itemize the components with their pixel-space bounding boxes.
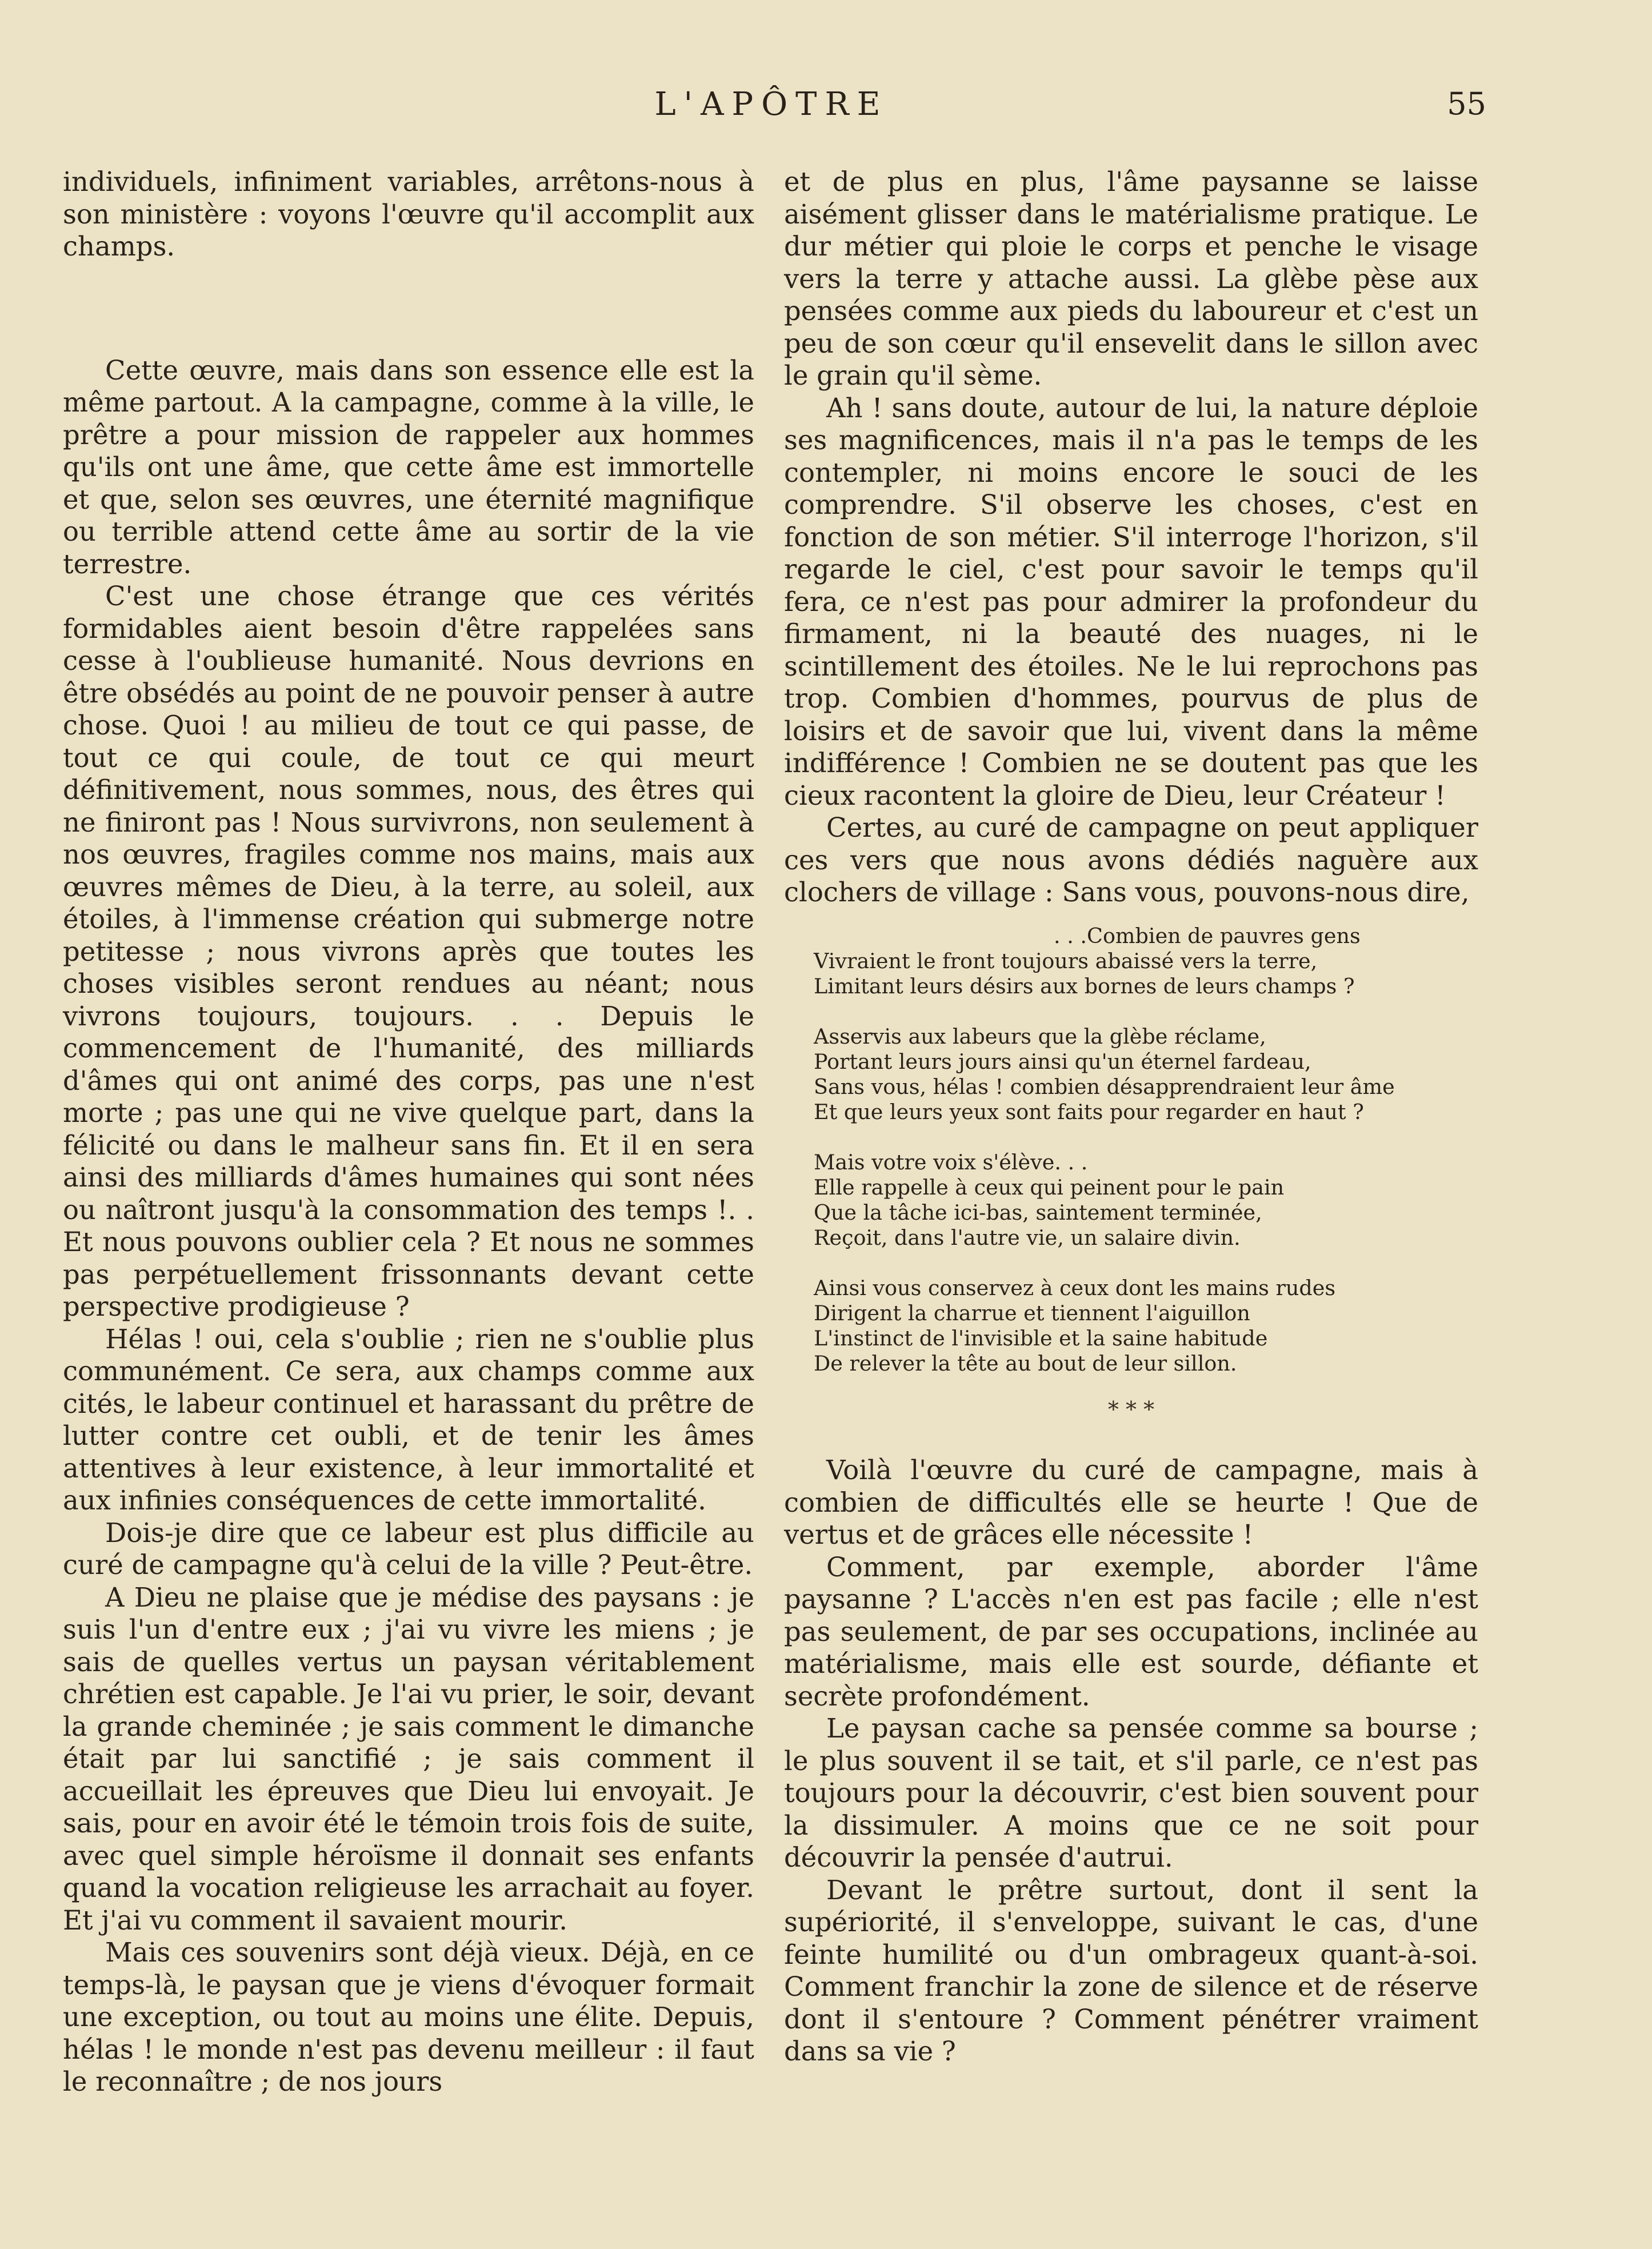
paragraph: Cette œuvre, mais dans son essence elle est la même partout. A la campagne, comme à la ville, le prêtre a pour mission de rappeler aux hommes qu'ils ont une âme, que cette âme est immortelle et que, selon ses œuvres, une éternité magnifique ou terrible attend cette âme au sortir de la vie terrestre. [63,354,754,580]
verse-line: Ainsi vous conservez à ceux dont les mains rudes [814,1275,1336,1300]
page-number: 55 [1447,86,1486,122]
verse-line: Vivraient le front toujours abaissé vers la terre, [814,948,1318,973]
verse-line: Asservis aux labeurs que la glèbe réclame, [814,1024,1266,1049]
paragraph: Devant le prêtre surtout, dont il sent la supériorité, il s'enveloppe, suivant le cas, d'une feinte humilité ou d'un ombrageux quant-à-soi. Comment franchir la zone de silence et de réserve dont il s'entoure ? Comment pénétrer vraiment dans sa vie ? [784,1874,1478,2067]
verse-line: Dirigent la charrue et tiennent l'aiguillon [814,1300,1250,1325]
poem-stanza [814,1276,1454,1376]
paragraph: Ah ! sans doute, autour de lui, la nature déploie ses magnificences, mais il n'a pas le temps de les contempler, ni moins encore le souci de les comprendre. S'il observe les choses, c'est en fonction de son métier. S'il interroge l'horizon, s'il regarde le ciel, c'est pour savoir le temps qu'il fera, ce n'est pas pour admirer la profondeur du firmament, ni la beauté des nuages, ni le scintillement des étoiles. Ne le lui reprochons pas trop. Combien d'hommes, pourvus de plus de loisirs et de savoir que lui, vivent dans la même indifférence ! Combien ne se doutent pas que les cieux racontent la gloire de Dieu, leur Créateur ! [784,392,1478,811]
paragraph: C'est une chose étrange que ces vérités formidables aient besoin d'être rappelées sans cesse à l'oublieuse humanité. Nous devrions en être obsédés au point de ne pouvoir penser à autre chose. Quoi ! au milieu de tout ce qui passe, de tout ce qui coule, de tout ce qui meurt définitivement, nous sommes, nous, des êtres qui ne finiront pas ! Nous survivrons, non seulement à nos œuvres, fragiles comme nos mains, mais aux œuvres mêmes de Dieu, à la terre, au soleil, aux étoiles, à l'immense création qui submerge notre petitesse ; nous vivrons après que toutes les choses visibles seront rendues au néant; nous vivrons toujours, toujours. . . Depuis le commencement de l'humanité, des milliards d'âmes qui ont animé des corps, pas une n'est morte ; pas une qui ne vive quelque part, dans la félicité ou dans le malheur sans fin. Et il en sera ainsi des milliards d'âmes humaines qui sont nées ou naîtront jusqu'à la consommation des temps !. . Et nous pouvons oublier cela ? Et nous ne sommes pas perpétuellement frissonnants devant cette perspective prodigieuse ? [63,581,754,1322]
paragraph: A Dieu ne plaise que je médise des paysans : je suis l'un d'entre eux ; j'ai vu vivre les miens ; je sais de quelles vertus un paysan véritablement chrétien est capable. Je l'ai vu prier, le soir, devant la grande cheminée ; je sais comment le dimanche était par lui sanctifié ; je sais comment il accueillait les épreuves que Dieu lui envoyait. Je sais, pour en avoir été le témoin trois fois de suite, avec quel simple héroïsme il donnait ses enfants quand la vocation religieuse les arrachait au foyer. Et j'ai vu comment il savaient mourir. [63,1581,754,1936]
section-separator: * * * [1107,1396,1155,1422]
verse-line: . . .Combien de pauvres gens [1054,923,1361,948]
paragraph: Dois-je dire que ce labeur est plus difficile au curé de campagne qu'à celui de la ville ? Peut-être. [63,1517,754,1580]
verse-line: Que la tâche ici-bas, saintement terminée, [814,1200,1262,1225]
paragraph: individuels, infiniment variables, arrêtons-nous à son ministère : voyons l'œuvre qu'il accomplit aux champs. [63,166,754,262]
section-break [63,263,754,354]
poem-stanza [814,924,1454,999]
verse-line: De relever la tête au bout de leur sillon. [814,1351,1237,1376]
page-header [0,86,1652,137]
left-column [63,166,754,2098]
poem-stanza [814,1150,1454,1251]
verse-line: Et que leurs yeux sont faits pour regarder en haut ? [814,1099,1364,1124]
paragraph: Comment, par exemple, aborder l'âme paysanne ? L'accès n'en est pas facile ; elle n'est pas seulement, de par ses occupations, inclinée au matérialisme, mais elle est sourde, défiante et secrète profondément. [784,1551,1478,1712]
poem [814,924,1454,1376]
verse-line: Reçoit, dans l'autre vie, un salaire divin. [814,1225,1241,1250]
verse-line: Sans vous, hélas ! combien désapprendraient leur âme [814,1074,1395,1099]
verse-line: Elle rappelle à ceux qui peinent pour le pain [814,1175,1285,1200]
paragraph: et de plus en plus, l'âme paysanne se laisse aisément glisser dans le matérialisme pratique. Le dur métier qui ploie le corps et penche le visage vers la terre y attache aussi. La glèbe pèse aux pensées comme aux pieds du laboureur et c'est un peu de son cœur qu'il ensevelit dans le sillon avec le grain qu'il sème. [784,166,1478,391]
verse-line: Limitant leurs désirs aux bornes de leurs champs ? [814,973,1355,998]
right-column [784,166,1478,2068]
paragraph: Certes, au curé de campagne on peut appliquer ces vers que nous avons dédiés naguère aux clochers de village : Sans vous, pouvons-nous dire, [784,812,1478,908]
verse-line: L'instinct de l'invisible et la saine habitude [814,1325,1268,1351]
paragraph: Hélas ! oui, cela s'oublie ; rien ne s'oublie plus communément. Ce sera, aux champs comme aux cités, le labeur continuel et harassant du prêtre de lutter contre cet oubli, et de tenir les âmes attentives à leur existence, à leur immortalité et aux infinies conséquences de cette immortalité. [63,1323,754,1516]
running-title: L'APÔTRE [654,86,889,123]
paragraph: Le paysan cache sa pensée comme sa bourse ; le plus souvent il se tait, et s'il parle, ce n'est pas toujours pour la découvrir, c'est bien souvent pour la dissimuler. A moins que ce ne soit pour découvrir la pensée d'autrui. [784,1713,1478,1873]
verse-line: Portant leurs jours ainsi qu'un éternel fardeau, [814,1049,1311,1074]
paragraph: Mais ces souvenirs sont déjà vieux. Déjà, en ce temps-là, le paysan que je viens d'évoquer formait une exception, ou tout au moins une élite. Depuis, hélas ! le monde n'est pas devenu meilleur : il faut le reconnaître ; de nos jours [63,1937,754,2097]
paragraph: Voilà l'œuvre du curé de campagne, mais à combien de difficultés elle se heurte ! Que de vertus et de grâces elle nécessite ! [784,1455,1478,1550]
verse-line: Mais votre voix s'élève. . . [814,1149,1088,1175]
poem-stanza [814,1024,1454,1125]
